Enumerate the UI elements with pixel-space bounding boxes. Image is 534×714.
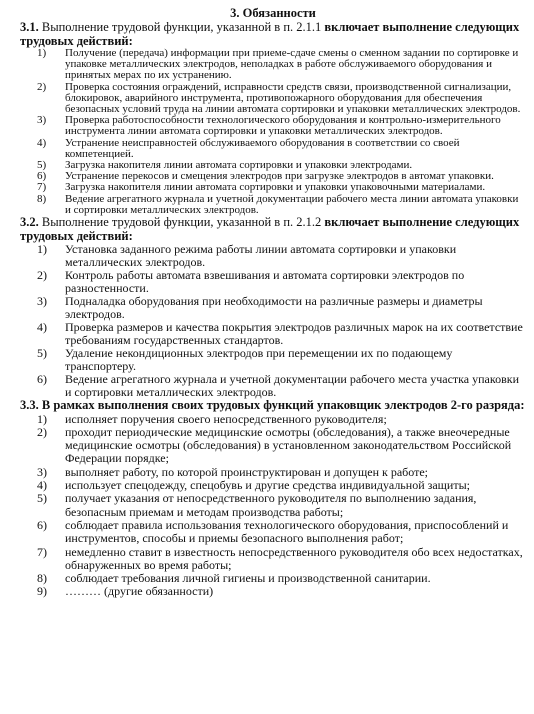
section-3-2-list	[20, 243, 526, 399]
list-item: 5) Загрузка накопителя линии автомата сортировки и упаковки электродами.	[37, 159, 413, 172]
section-3-2-heading	[20, 216, 526, 243]
list-item: 8) Ведение агрегатного журнала и учетной документации рабочего места линии автомата упаковки и сортировки металлических электродов.	[37, 192, 519, 216]
list-item: 5) получает указания от непосредственного руководителя по выполнению задания, безопасным приемам и методам производства работы;	[37, 491, 477, 519]
section-number: 3.1.	[20, 20, 39, 34]
section-3-3-list	[20, 413, 526, 599]
section-3-3-heading	[20, 399, 526, 413]
list-item: 4) Устранение неисправностей обслуживаемого оборудования в соответствии со своей компетенцией.	[37, 136, 460, 160]
list-item: 5) Удаление некондиционных электродов при перемещении их по подающему транспортеру.	[37, 346, 453, 374]
list-item: 4) Проверка размеров и качества покрытия электродов различных марок на их соответствие требованиям государственных стандартов.	[37, 320, 523, 348]
section-bold-text: В рамках выполнения своих трудовых функций упаковщик электродов 2-го разряда:	[38, 398, 525, 413]
list-item: 6) Ведение агрегатного журнала и учетной документации рабочего места участка упаковки и сортировки металлических электродов.	[37, 372, 519, 400]
section-bold-text: включает выполнение следующих трудовых действий:	[20, 20, 520, 48]
list-item: 3) Подналадка оборудования при необходимости на различные размеры и диаметры электродов.	[37, 294, 483, 322]
list-item: 2) Проверка состояния ограждений, исправности средств связи, производственной сигнализации, блокировок, аварийного инструмента, противопожарного оборудования для обеспечения безопасных условий труда на линии автомата сортировки и упаковки металлических электродов.	[37, 80, 521, 116]
list-item: 1) Получение (передача) информации при приеме-сдаче смены о сменном задании по сортировке и упаковке металлических электродов, неполадках в работе обслуживаемого оборудования и принятых мерах по их устранению.	[37, 47, 519, 82]
list-item: 1) исполняет поручения своего непосредственного руководителя;	[37, 411, 387, 426]
list-item: 2) Контроль работы автомата взвешивания и автомата сортировки электродов по разностенности.	[37, 268, 465, 296]
list-item: 9) ……… (другие обязанности)	[37, 584, 214, 599]
section-number: 3.2.	[20, 215, 39, 230]
list-item: 3) выполняет работу, по которой проинструктирован и допущен к работе;	[37, 464, 429, 479]
list-item: 2) проходит периодические медицинские осмотры (обследования), а также внеочередные медицинские осмотры (обследования) в установленном законодательством Российской Федерации порядке;	[37, 424, 512, 466]
list-item: 1) Установка заданного режима работы линии автомата сортировки и упаковки металлических электродов.	[37, 242, 457, 270]
section-title: 3. Обязанности	[230, 6, 316, 20]
section-3-1-list	[20, 48, 526, 216]
section-bold-text: включает выполнение следующих трудовых действий:	[20, 215, 520, 243]
list-item: 3) Проверка работоспособности технологического оборудования и контрольно-измерительного инструмента линии автомата сортировки и упаковки металлических электродов.	[37, 114, 501, 138]
list-item: 8) соблюдает требования личной гигиены и производственной санитарии.	[37, 571, 431, 586]
section-lead: Выполнение трудовой функции, указанной в п. 2.1.2	[38, 215, 325, 230]
list-item: 7) Загрузка накопителя линии автомата сортировки и упаковки упаковочными материалами.	[37, 181, 486, 194]
section-number: 3.3.	[20, 398, 39, 413]
list-item: 6) Устранение перекосов и смещения электродов при загрузке электродов в автомат упаковки.	[37, 170, 494, 183]
section-lead: Выполнение трудовой функции, указанной в п. 2.1.1	[38, 20, 325, 34]
section-3-1-heading	[20, 21, 526, 48]
list-item: 7) немедленно ставит в известность непосредственного руководителя обо всех недостатках, обнаруженных во время работы;	[37, 544, 523, 572]
list-item: 6) соблюдает правила использования технологического оборудования, приспособлений и инструментов, способы и приемы безопасного выполнения работ;	[37, 517, 509, 546]
list-item: 4) использует спецодежду, спецобувь и другие средства индивидуальной защиты;	[37, 478, 470, 493]
